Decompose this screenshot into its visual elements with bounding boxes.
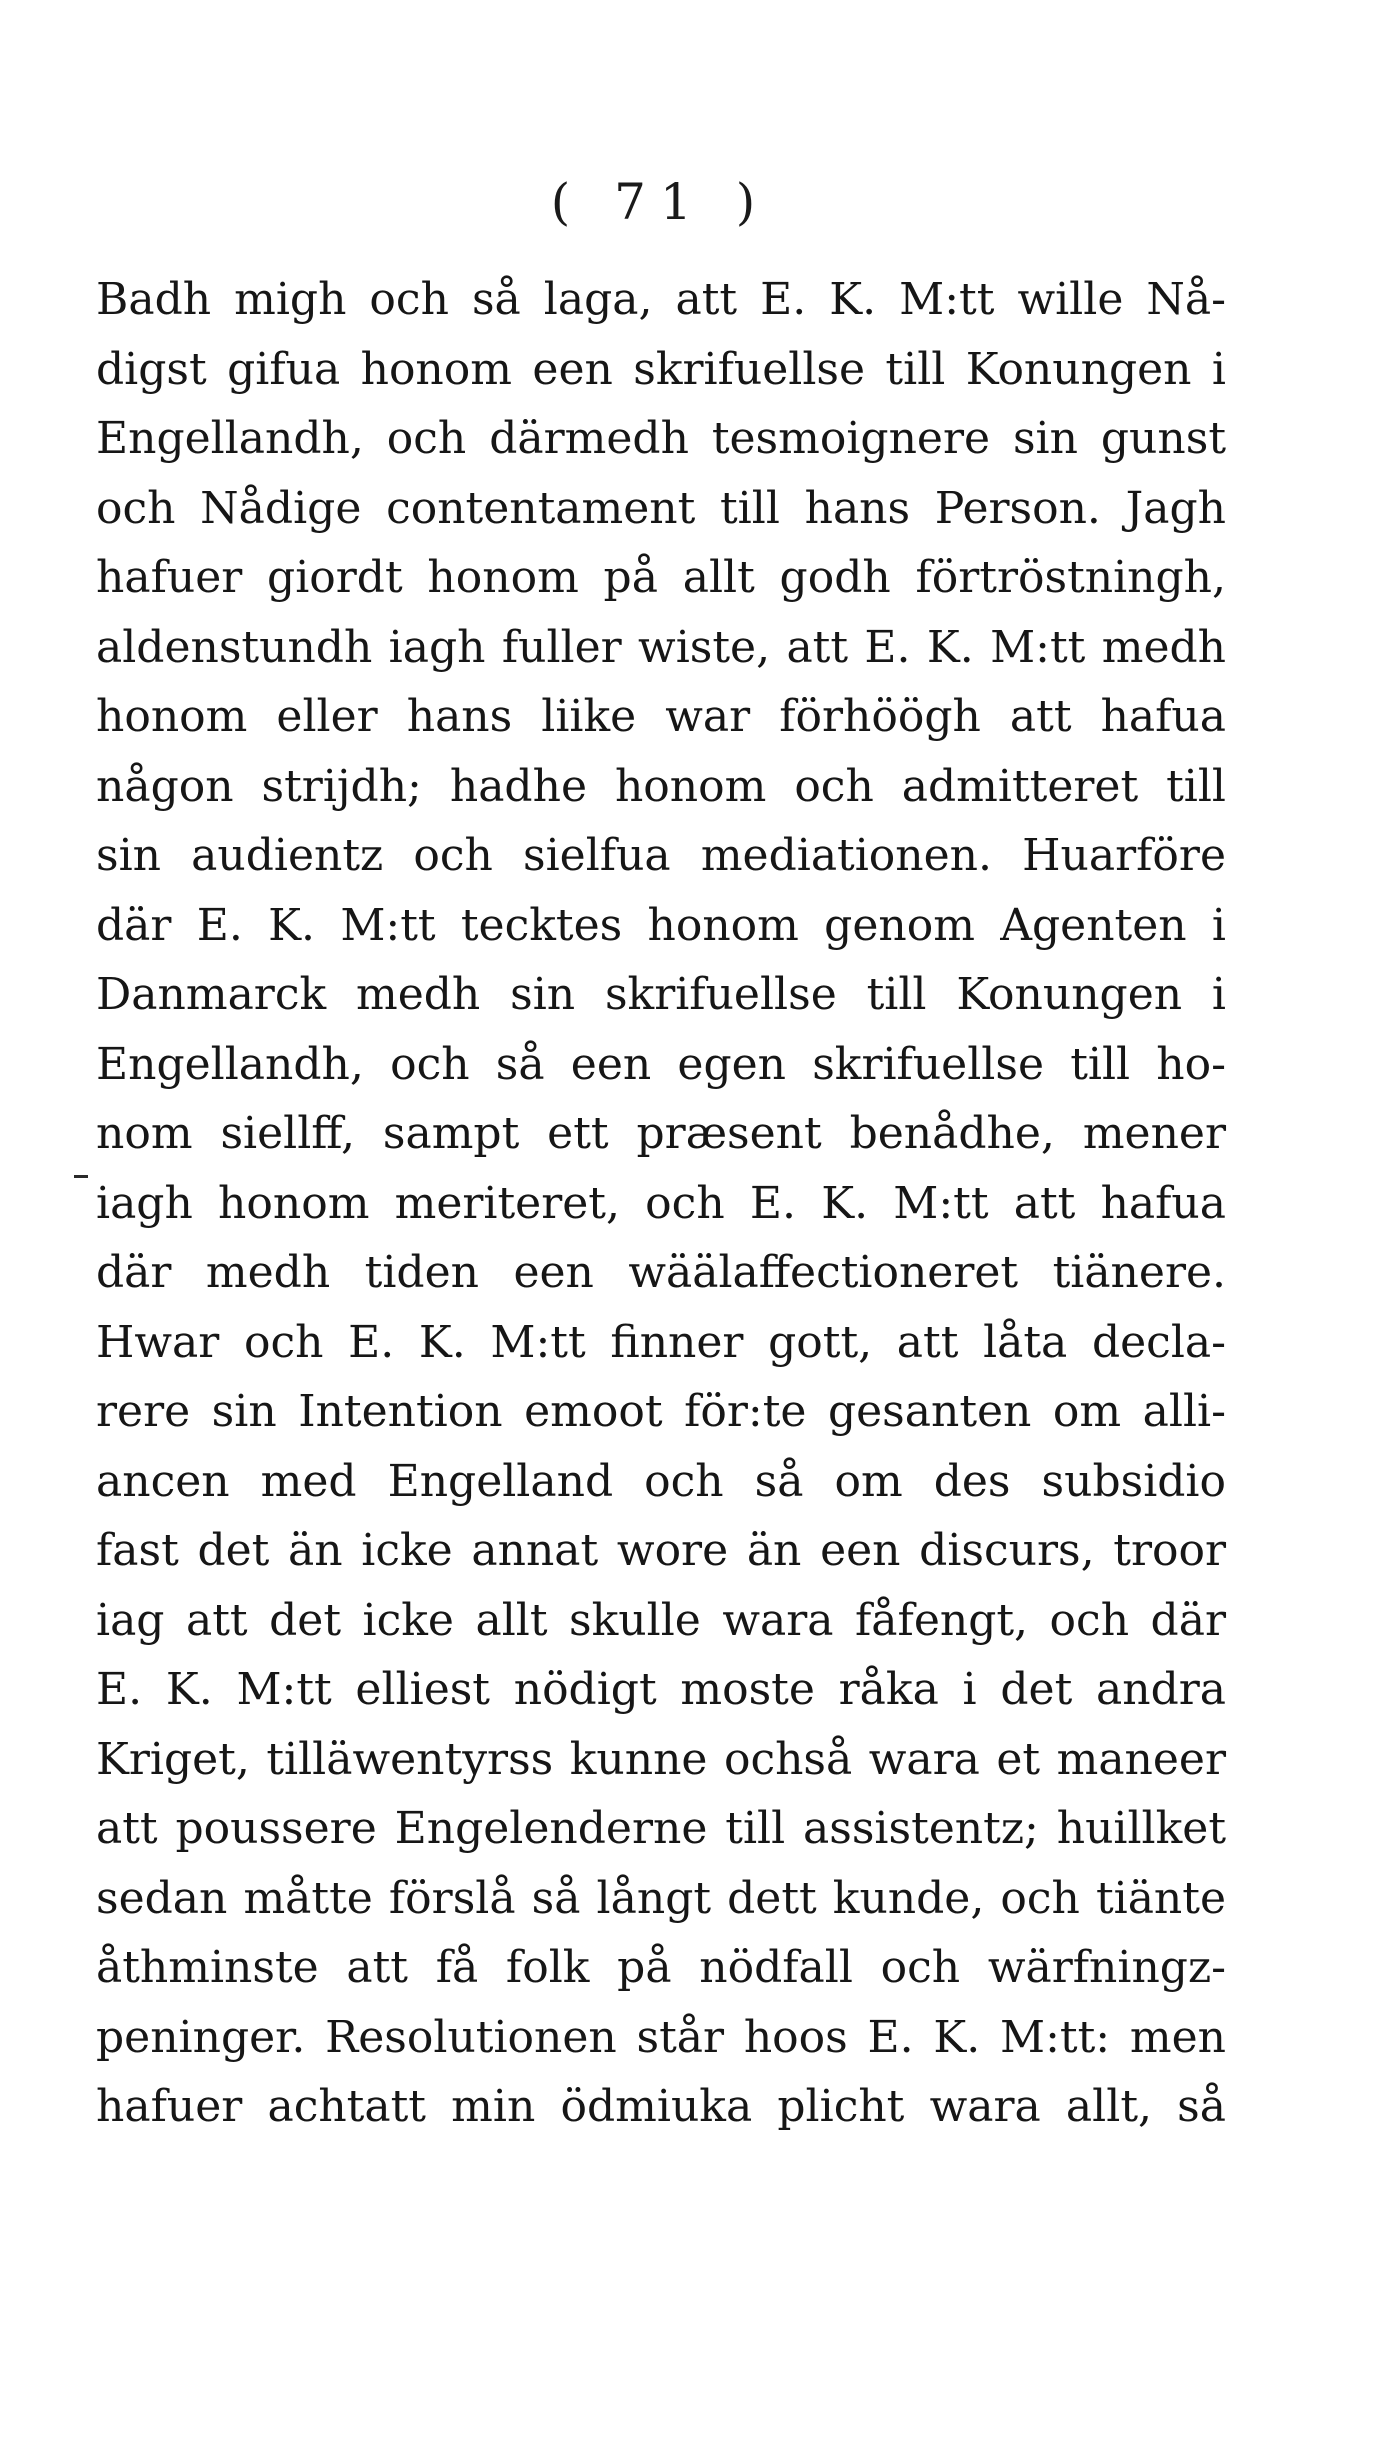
text-line: Engellandh, och så een egen skrifuellse till ho-	[96, 1038, 1226, 1090]
text-line: rere sin Intention emoot för:te gesanten om alli-	[96, 1386, 1226, 1437]
text-line: iag att det icke allt skulle wara fåfengt, och där	[96, 1594, 1226, 1646]
text-line: E. K. M:tt elliest nödigt moste råka i det andra	[96, 1664, 1226, 1715]
text-line: åthminste att få folk på nödfall och wärfningz-	[96, 1942, 1226, 1993]
text-line: iagh honom meriteret, och E. K. M:tt att hafua	[96, 1177, 1226, 1229]
text-line: Kriget, tilläwentyrss kunne ochså wara et maneer	[96, 1733, 1226, 1785]
text-line: peninger. Resolutionen står hoos E. K. M:tt: men	[96, 2011, 1226, 2063]
text-line: hafuer achtatt min ödmiuka plicht wara allt, så	[96, 2081, 1226, 2132]
text-line: där medh tiden een wäälaffectioneret tiänere.	[96, 1247, 1226, 1298]
text-line: där E. K. M:tt tecktes honom genom Agenten i	[96, 899, 1226, 951]
text-line: hafuer giordt honom på allt godh förtröstningh,	[96, 552, 1226, 603]
text-line: och Nådige contentament till hans Person. Jagh	[96, 482, 1226, 534]
text-line: nom siellff, sampt ett præsent benådhe, mener	[96, 1108, 1226, 1159]
text-line: digst gifua honom een skrifuellse till Konungen i	[96, 343, 1226, 395]
text-line: aldenstundh iagh fuller wiste, att E. K. M:tt medh	[96, 621, 1226, 673]
page-number: ( 71 )	[550, 173, 770, 231]
body-text	[96, 265, 1226, 2142]
text-line: sedan måtte förslå så långt dett kunde, och tiänte	[96, 1872, 1226, 1924]
text-line: Engellandh, och därmedh tesmoignere sin gunst	[96, 413, 1226, 464]
text-line: fast det än icke annat wore än een discurs, troor	[96, 1525, 1226, 1576]
text-line: Badh migh och så laga, att E. K. M:tt wille Nå-	[96, 274, 1226, 325]
text-line: ancen med Engelland och så om des subsidio	[96, 1455, 1226, 1507]
text-line: Hwar och E. K. M:tt finner gott, att låta decla-	[96, 1316, 1226, 1368]
text-line: sin audientz och sielfua mediationen. Huarföre	[96, 830, 1226, 881]
text-line: någon strijdh; hadhe honom och admitteret till	[96, 760, 1226, 812]
text-line: honom eller hans liike war förhöögh att hafua	[96, 691, 1226, 742]
margin-dash	[74, 1175, 88, 1178]
text-line: att poussere Engelenderne till assistentz; huillket	[96, 1803, 1226, 1854]
text-line: Danmarck medh sin skrifuellse till Konungen i	[96, 969, 1226, 1020]
